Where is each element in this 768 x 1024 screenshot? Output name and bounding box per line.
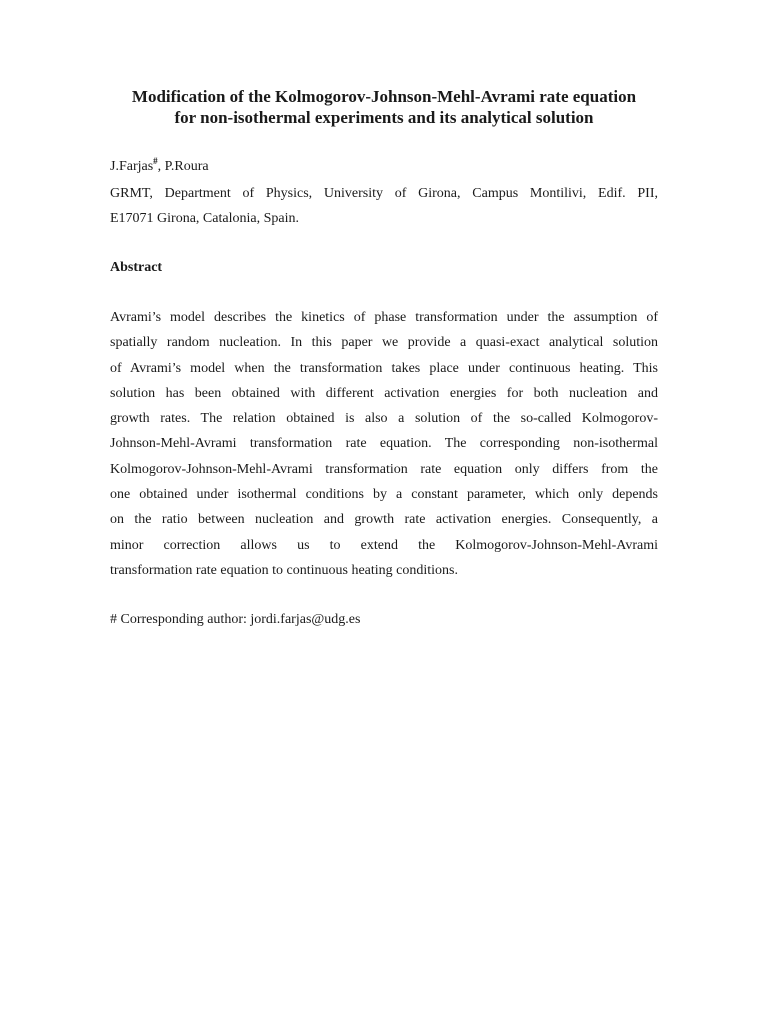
affiliation: [110, 181, 658, 231]
title-line: Modification of the Kolmogorov-Johnson-Mehl-Avrami rate equation: [131, 87, 637, 106]
author-separator: ,: [157, 159, 165, 174]
abstract-line: Kolmogorov-Johnson-Mehl-Avrami transformation rate equation only differs from the: [110, 461, 658, 477]
corresponding-author-note: # Corresponding author: jordi.farjas@udg.es: [110, 612, 361, 627]
title-line: for non-isothermal experiments and its analytical solution: [174, 108, 594, 127]
author-name: P.Roura: [164, 159, 209, 174]
abstract-line: Johnson-Mehl-Avrami transformation rate equation. The corresponding non-isothermal: [110, 436, 658, 452]
corresponding-author-mark: #: [153, 156, 158, 166]
abstract-line: one obtained under isothermal conditions by a constant parameter, which only depends: [110, 487, 658, 503]
affiliation-line: GRMT, Department of Physics, University of Girona, Campus Montilivi, Edif. PII,: [110, 186, 658, 201]
abstract-heading: Abstract: [110, 260, 163, 275]
abstract-line: minor correction allows us to extend the Kolmogorov-Johnson-Mehl-Avrami: [110, 537, 658, 553]
affiliation-line: E17071 Girona, Catalonia, Spain.: [110, 211, 299, 226]
paper-title: [80, 86, 688, 128]
author-name: J.Farjas: [110, 159, 154, 174]
abstract-line: solution has been obtained with different activation energies for both nucleation and: [110, 385, 658, 401]
abstract-line: of Avrami’s model when the transformation takes place under continuous heating. This: [110, 360, 658, 376]
abstract-line: on the ratio between nucleation and growth rate activation energies. Consequently, a: [110, 512, 658, 528]
abstract-line: transformation rate equation to continuous heating conditions.: [110, 562, 458, 578]
author-list: [110, 158, 209, 176]
abstract-line: growth rates. The relation obtained is also a solution of the so-called Kolmogorov-: [110, 411, 658, 427]
abstract-line: spatially random nucleation. In this paper we provide a quasi-exact analytical solution: [110, 335, 658, 351]
abstract-line: Avrami’s model describes the kinetics of phase transformation under the assumption of: [110, 310, 658, 325]
abstract-text: [110, 305, 658, 583]
